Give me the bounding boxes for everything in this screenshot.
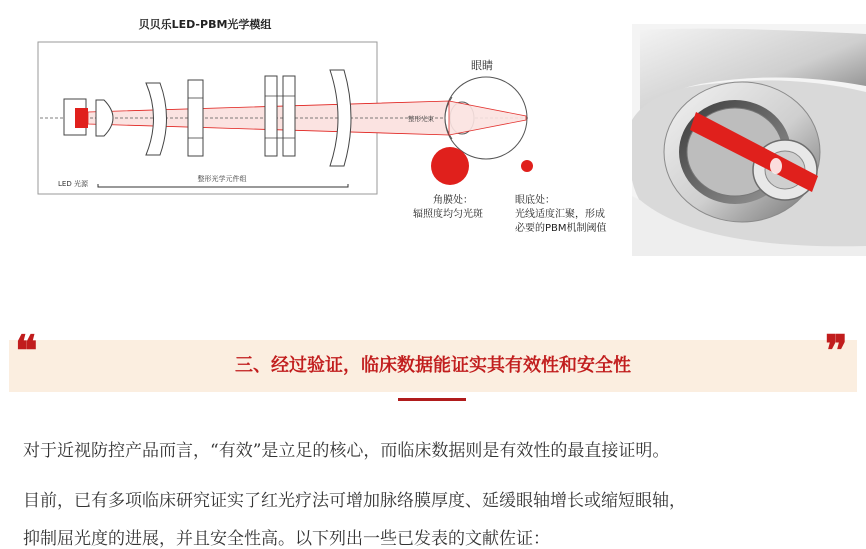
eye-label: 眼睛 [471,59,493,72]
fundus-spot [521,160,533,172]
body-line-1: 对于近视防控产品而言，“有效”是立足的核心，而临床数据则是有效性的最直接证明。 [23,441,670,461]
led-source [75,108,88,128]
module-title: 贝贝乐LED-PBM光学模组 [138,18,272,31]
section-banner [9,326,857,392]
eye-beam [449,101,526,135]
fundus-caption-text-1: 光线适度汇聚，形成 [515,209,605,220]
plate-element-3 [283,76,295,156]
optics-label: 整形光学元件组 [197,175,247,183]
quote-close-icon: ❞ [825,326,848,375]
cornea-caption-title: 角膜处： [433,195,473,206]
lens-plano-convex [96,100,113,136]
fundus-caption-text-2: 必要的PBM机制阈值 [515,223,607,234]
beam-label: 整形光束 [408,115,434,123]
plate-element-2 [265,76,277,156]
cornea-spot [431,147,469,185]
device-render [632,24,866,256]
body-line-2: 目前，已有多项临床研究证实了红光疗法可增加脉络膜厚度、延缓眼轴增长或缩短眼轴， [23,491,686,511]
body-line-3: 抑制屈光度的进展，并且安全性高。以下列出一些已发表的文献佐证： [23,529,550,549]
led-label: LED 光源 [58,180,88,188]
optics-bracket [98,184,348,187]
section-title: 三、经过验证，临床数据能证实其有效性和安全性 [235,355,631,376]
cornea-caption-text: 辐照度均匀光斑 [413,209,483,220]
quote-open-icon: ❝ [15,326,38,375]
fundus-caption-title: 眼底处： [515,195,555,206]
plate-element-1 [188,80,203,156]
title-underline [398,398,466,401]
